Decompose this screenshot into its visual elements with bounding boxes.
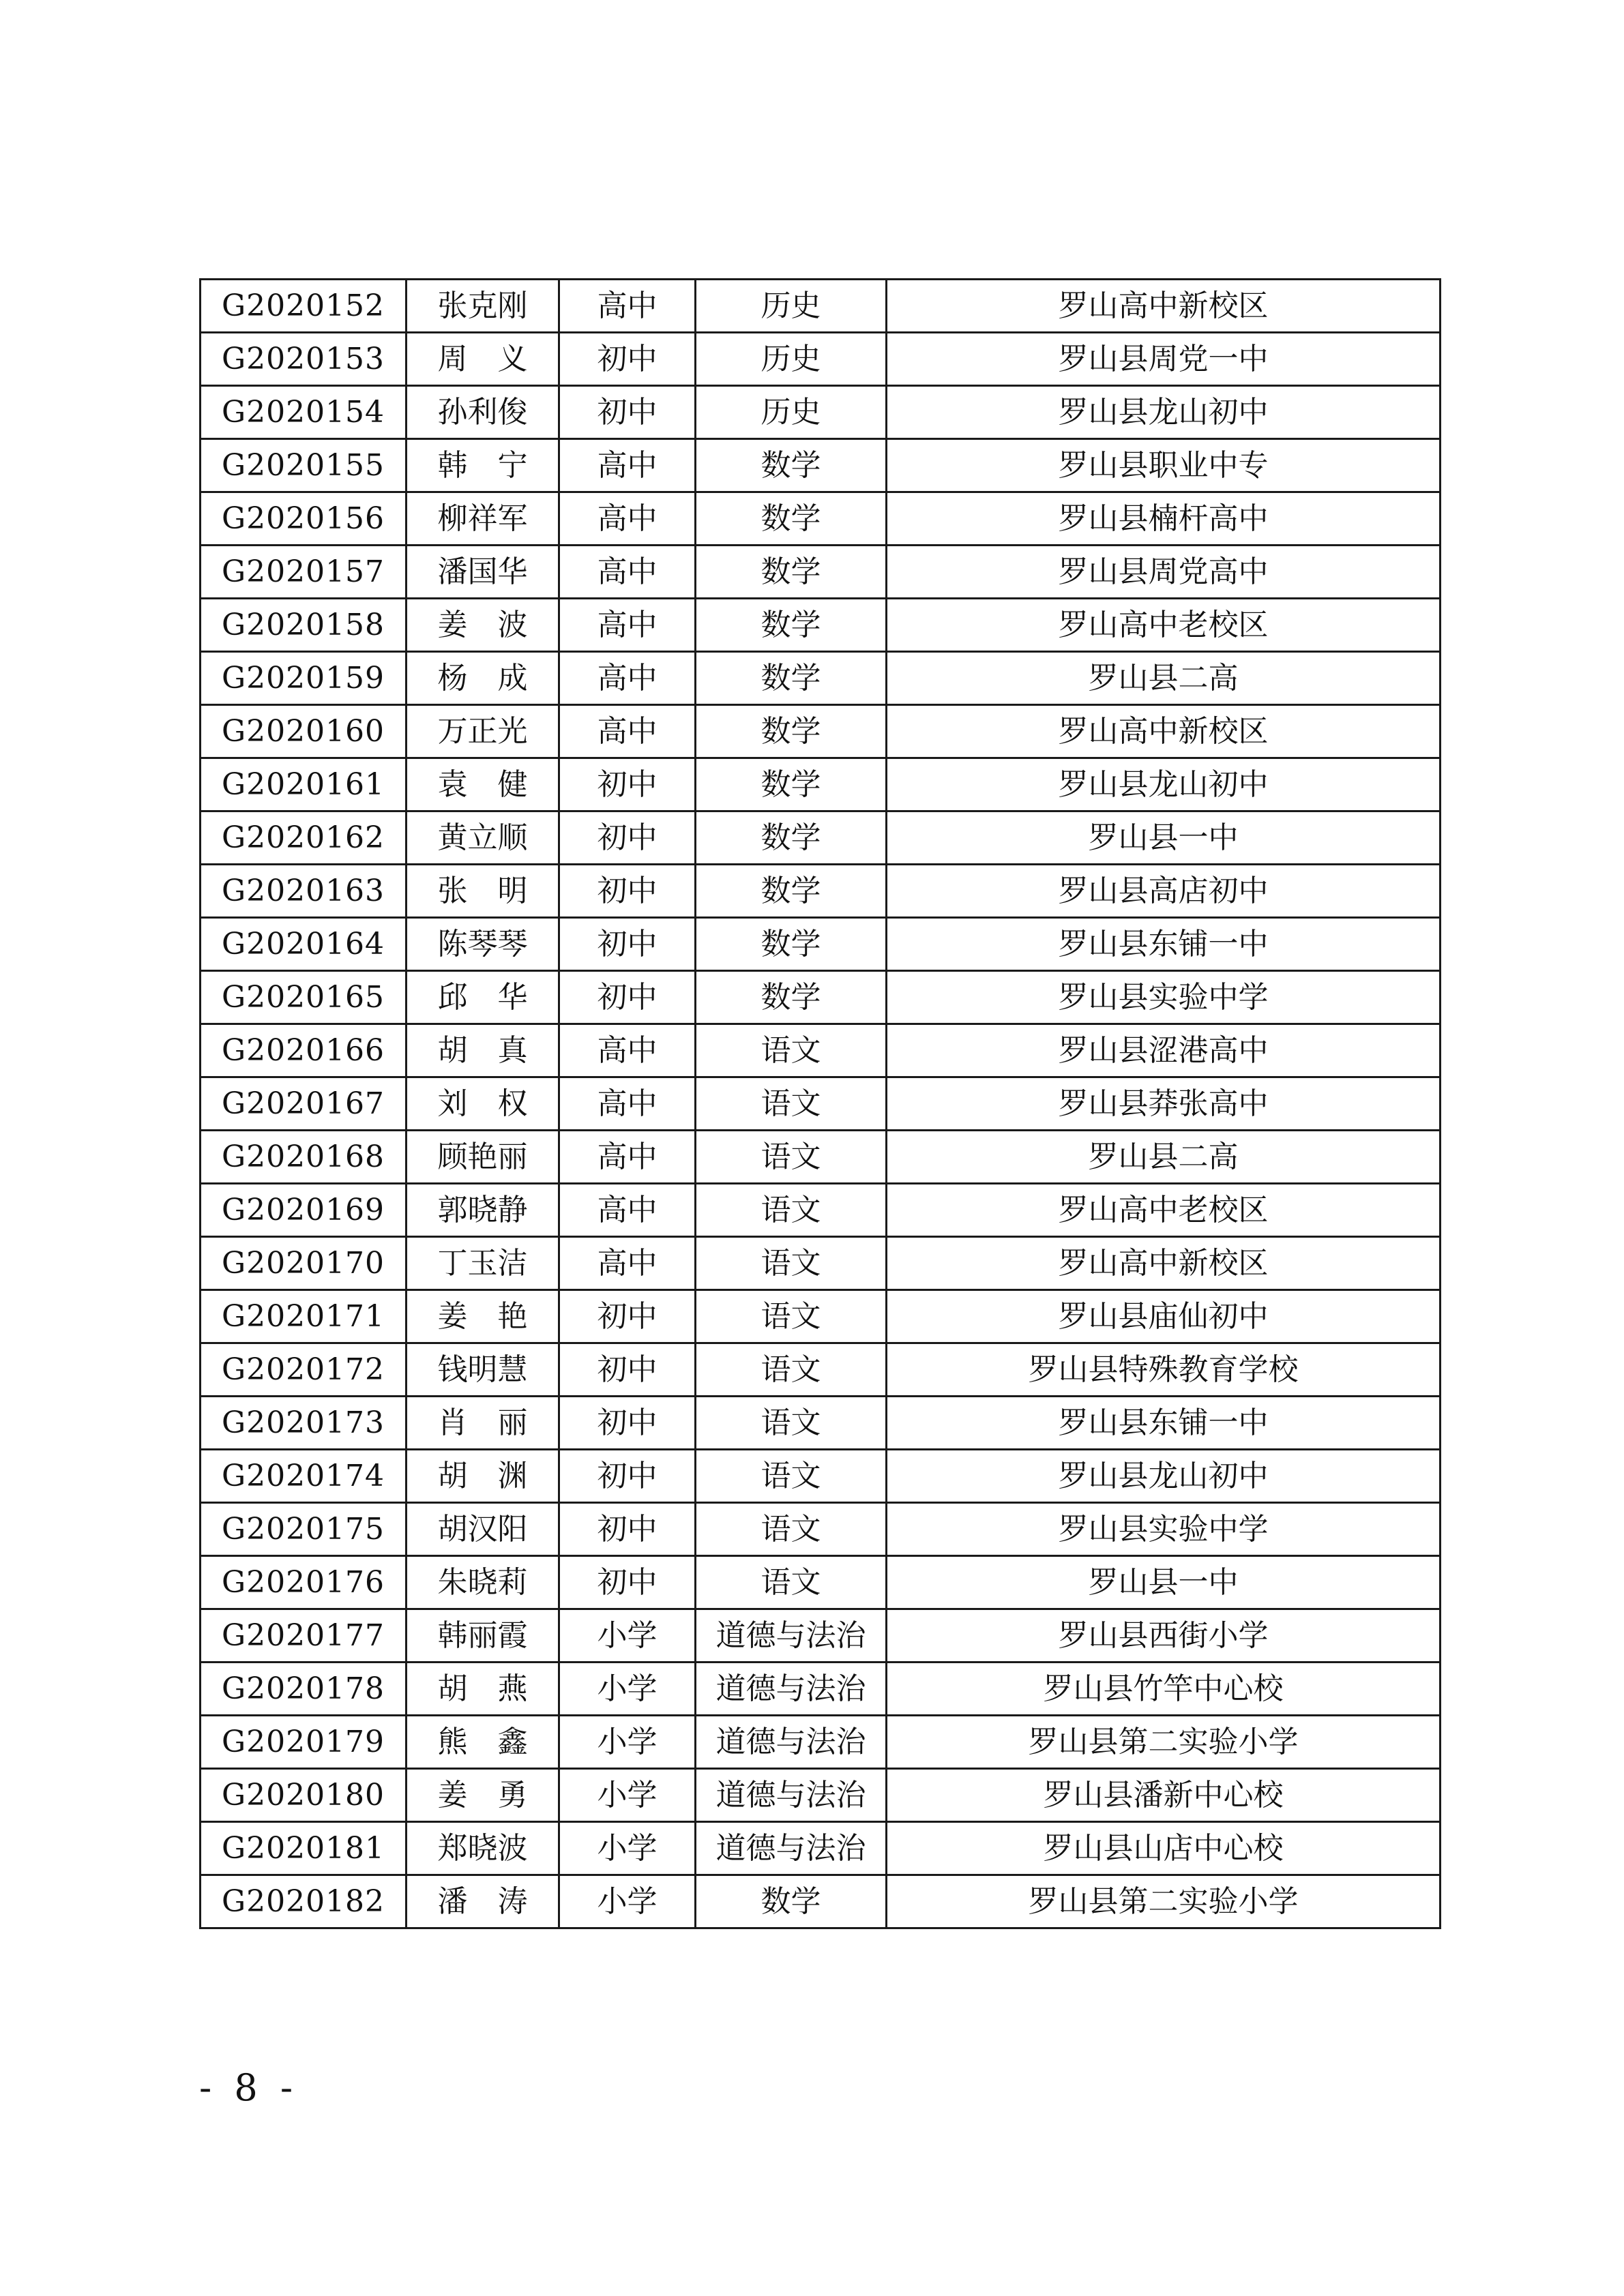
cell-subject: 道德与法治 xyxy=(696,1822,887,1875)
cell-name: 韩丽霞 xyxy=(407,1609,559,1663)
table-row xyxy=(201,280,1441,333)
cell-school: 罗山县庙仙初中 xyxy=(887,1290,1441,1343)
cell-subject: 数学 xyxy=(696,918,887,971)
cell-school: 罗山县楠杆高中 xyxy=(887,492,1441,546)
table-row xyxy=(201,865,1441,918)
cell-id: G2020154 xyxy=(201,386,407,439)
cell-id: G2020165 xyxy=(201,971,407,1024)
cell-id: G2020162 xyxy=(201,811,407,865)
cell-level: 高中 xyxy=(559,1024,696,1077)
table-row xyxy=(201,705,1441,758)
cell-level: 初中 xyxy=(559,333,696,386)
cell-name: 胡 真 xyxy=(407,1024,559,1077)
cell-name: 姜 艳 xyxy=(407,1290,559,1343)
table-row xyxy=(201,1077,1441,1131)
cell-subject: 语文 xyxy=(696,1397,887,1450)
cell-id: G2020177 xyxy=(201,1609,407,1663)
cell-subject: 数学 xyxy=(696,705,887,758)
roster-table xyxy=(199,278,1441,1929)
cell-school: 罗山县西街小学 xyxy=(887,1609,1441,1663)
cell-name: 杨 成 xyxy=(407,652,559,705)
cell-id: G2020160 xyxy=(201,705,407,758)
cell-name: 柳祥军 xyxy=(407,492,559,546)
cell-subject: 语文 xyxy=(696,1450,887,1503)
cell-name: 丁玉洁 xyxy=(407,1237,559,1290)
cell-school: 罗山县竹竿中心校 xyxy=(887,1663,1441,1716)
cell-level: 初中 xyxy=(559,1556,696,1609)
table-row xyxy=(201,758,1441,811)
cell-school: 罗山县二高 xyxy=(887,652,1441,705)
cell-subject: 数学 xyxy=(696,865,887,918)
cell-id: G2020153 xyxy=(201,333,407,386)
cell-school: 罗山县特殊教育学校 xyxy=(887,1343,1441,1397)
cell-id: G2020163 xyxy=(201,865,407,918)
cell-school: 罗山县龙山初中 xyxy=(887,1450,1441,1503)
table-row xyxy=(201,1184,1441,1237)
table-row xyxy=(201,1503,1441,1556)
cell-name: 姜 勇 xyxy=(407,1769,559,1822)
cell-name: 陈琴琴 xyxy=(407,918,559,971)
table-row xyxy=(201,1609,1441,1663)
table-row xyxy=(201,333,1441,386)
cell-subject: 道德与法治 xyxy=(696,1663,887,1716)
cell-school: 罗山县二高 xyxy=(887,1131,1441,1184)
cell-subject: 语文 xyxy=(696,1131,887,1184)
cell-level: 高中 xyxy=(559,1131,696,1184)
cell-subject: 数学 xyxy=(696,439,887,492)
cell-name: 熊 鑫 xyxy=(407,1716,559,1769)
table-row xyxy=(201,1822,1441,1875)
table-row xyxy=(201,1397,1441,1450)
cell-school: 罗山县第二实验小学 xyxy=(887,1875,1441,1928)
cell-subject: 数学 xyxy=(696,492,887,546)
cell-name: 万正光 xyxy=(407,705,559,758)
table-row xyxy=(201,1663,1441,1716)
cell-level: 初中 xyxy=(559,1503,696,1556)
cell-subject: 数学 xyxy=(696,599,887,652)
cell-school: 罗山高中老校区 xyxy=(887,1184,1441,1237)
table-row xyxy=(201,918,1441,971)
cell-name: 潘国华 xyxy=(407,546,559,599)
cell-level: 高中 xyxy=(559,280,696,333)
cell-school: 罗山县一中 xyxy=(887,811,1441,865)
cell-level: 初中 xyxy=(559,1290,696,1343)
cell-school: 罗山高中新校区 xyxy=(887,280,1441,333)
cell-level: 初中 xyxy=(559,1343,696,1397)
cell-id: G2020158 xyxy=(201,599,407,652)
cell-level: 高中 xyxy=(559,652,696,705)
cell-id: G2020155 xyxy=(201,439,407,492)
cell-id: G2020152 xyxy=(201,280,407,333)
cell-level: 小学 xyxy=(559,1875,696,1928)
cell-subject: 语文 xyxy=(696,1077,887,1131)
table-row xyxy=(201,599,1441,652)
cell-name: 周 义 xyxy=(407,333,559,386)
table-row xyxy=(201,1237,1441,1290)
cell-subject: 历史 xyxy=(696,280,887,333)
table-row xyxy=(201,1716,1441,1769)
cell-subject: 语文 xyxy=(696,1343,887,1397)
cell-name: 张 明 xyxy=(407,865,559,918)
cell-level: 高中 xyxy=(559,705,696,758)
cell-subject: 语文 xyxy=(696,1237,887,1290)
cell-school: 罗山县东铺一中 xyxy=(887,1397,1441,1450)
cell-subject: 数学 xyxy=(696,971,887,1024)
cell-id: G2020174 xyxy=(201,1450,407,1503)
cell-level: 初中 xyxy=(559,1450,696,1503)
cell-school: 罗山县莽张高中 xyxy=(887,1077,1441,1131)
cell-name: 钱明慧 xyxy=(407,1343,559,1397)
table-row xyxy=(201,811,1441,865)
table-row xyxy=(201,1769,1441,1822)
cell-level: 小学 xyxy=(559,1663,696,1716)
cell-id: G2020157 xyxy=(201,546,407,599)
cell-subject: 语文 xyxy=(696,1556,887,1609)
cell-name: 胡 渊 xyxy=(407,1450,559,1503)
table-row xyxy=(201,1131,1441,1184)
cell-id: G2020170 xyxy=(201,1237,407,1290)
cell-name: 邱 华 xyxy=(407,971,559,1024)
cell-subject: 历史 xyxy=(696,333,887,386)
page-number: - 8 - xyxy=(199,2066,299,2109)
cell-subject: 数学 xyxy=(696,1875,887,1928)
cell-level: 高中 xyxy=(559,1184,696,1237)
table-row xyxy=(201,386,1441,439)
cell-name: 朱晓莉 xyxy=(407,1556,559,1609)
cell-subject: 数学 xyxy=(696,652,887,705)
cell-subject: 道德与法治 xyxy=(696,1769,887,1822)
cell-id: G2020181 xyxy=(201,1822,407,1875)
cell-school: 罗山县高店初中 xyxy=(887,865,1441,918)
roster-sheet xyxy=(199,278,1439,1929)
table-row xyxy=(201,1450,1441,1503)
table-row xyxy=(201,546,1441,599)
cell-level: 高中 xyxy=(559,599,696,652)
cell-level: 小学 xyxy=(559,1822,696,1875)
cell-id: G2020159 xyxy=(201,652,407,705)
table-row xyxy=(201,1343,1441,1397)
cell-school: 罗山高中老校区 xyxy=(887,599,1441,652)
cell-level: 初中 xyxy=(559,865,696,918)
table-row xyxy=(201,1024,1441,1077)
cell-id: G2020164 xyxy=(201,918,407,971)
cell-name: 潘 涛 xyxy=(407,1875,559,1928)
cell-id: G2020168 xyxy=(201,1131,407,1184)
cell-level: 初中 xyxy=(559,918,696,971)
cell-id: G2020178 xyxy=(201,1663,407,1716)
cell-name: 孙利俊 xyxy=(407,386,559,439)
cell-name: 姜 波 xyxy=(407,599,559,652)
cell-school: 罗山县实验中学 xyxy=(887,971,1441,1024)
cell-subject: 数学 xyxy=(696,758,887,811)
cell-id: G2020176 xyxy=(201,1556,407,1609)
cell-level: 高中 xyxy=(559,1237,696,1290)
cell-name: 韩 宁 xyxy=(407,439,559,492)
cell-name: 胡 燕 xyxy=(407,1663,559,1716)
cell-school: 罗山高中新校区 xyxy=(887,705,1441,758)
cell-id: G2020180 xyxy=(201,1769,407,1822)
cell-name: 胡汉阳 xyxy=(407,1503,559,1556)
cell-school: 罗山县实验中学 xyxy=(887,1503,1441,1556)
cell-level: 高中 xyxy=(559,546,696,599)
cell-subject: 数学 xyxy=(696,546,887,599)
cell-school: 罗山县第二实验小学 xyxy=(887,1716,1441,1769)
cell-subject: 语文 xyxy=(696,1184,887,1237)
cell-subject: 语文 xyxy=(696,1024,887,1077)
cell-school: 罗山县山店中心校 xyxy=(887,1822,1441,1875)
cell-school: 罗山县一中 xyxy=(887,1556,1441,1609)
cell-id: G2020156 xyxy=(201,492,407,546)
cell-id: G2020175 xyxy=(201,1503,407,1556)
roster-table-body xyxy=(201,280,1441,1928)
cell-subject: 道德与法治 xyxy=(696,1716,887,1769)
table-row xyxy=(201,1875,1441,1928)
cell-level: 初中 xyxy=(559,386,696,439)
cell-level: 初中 xyxy=(559,758,696,811)
cell-subject: 语文 xyxy=(696,1503,887,1556)
cell-id: G2020173 xyxy=(201,1397,407,1450)
table-row xyxy=(201,1290,1441,1343)
cell-subject: 历史 xyxy=(696,386,887,439)
cell-level: 小学 xyxy=(559,1609,696,1663)
table-row xyxy=(201,1556,1441,1609)
cell-level: 小学 xyxy=(559,1769,696,1822)
cell-id: G2020161 xyxy=(201,758,407,811)
cell-name: 袁 健 xyxy=(407,758,559,811)
cell-school: 罗山县周党高中 xyxy=(887,546,1441,599)
table-row xyxy=(201,971,1441,1024)
cell-school: 罗山县龙山初中 xyxy=(887,386,1441,439)
cell-subject: 道德与法治 xyxy=(696,1609,887,1663)
cell-subject: 语文 xyxy=(696,1290,887,1343)
table-row xyxy=(201,652,1441,705)
cell-id: G2020169 xyxy=(201,1184,407,1237)
cell-name: 郭晓静 xyxy=(407,1184,559,1237)
cell-id: G2020166 xyxy=(201,1024,407,1077)
cell-school: 罗山县涩港高中 xyxy=(887,1024,1441,1077)
cell-level: 小学 xyxy=(559,1716,696,1769)
cell-level: 初中 xyxy=(559,971,696,1024)
cell-id: G2020167 xyxy=(201,1077,407,1131)
cell-level: 高中 xyxy=(559,492,696,546)
cell-name: 黄立顺 xyxy=(407,811,559,865)
cell-school: 罗山县潘新中心校 xyxy=(887,1769,1441,1822)
cell-id: G2020171 xyxy=(201,1290,407,1343)
cell-school: 罗山县周党一中 xyxy=(887,333,1441,386)
cell-id: G2020172 xyxy=(201,1343,407,1397)
table-row xyxy=(201,492,1441,546)
cell-name: 刘 权 xyxy=(407,1077,559,1131)
cell-school: 罗山高中新校区 xyxy=(887,1237,1441,1290)
cell-school: 罗山县龙山初中 xyxy=(887,758,1441,811)
cell-name: 顾艳丽 xyxy=(407,1131,559,1184)
cell-school: 罗山县职业中专 xyxy=(887,439,1441,492)
cell-school: 罗山县东铺一中 xyxy=(887,918,1441,971)
cell-level: 高中 xyxy=(559,1077,696,1131)
cell-level: 初中 xyxy=(559,1397,696,1450)
cell-level: 初中 xyxy=(559,811,696,865)
table-row xyxy=(201,439,1441,492)
cell-level: 高中 xyxy=(559,439,696,492)
cell-name: 张克刚 xyxy=(407,280,559,333)
cell-id: G2020179 xyxy=(201,1716,407,1769)
cell-subject: 数学 xyxy=(696,811,887,865)
cell-name: 郑晓波 xyxy=(407,1822,559,1875)
cell-name: 肖 丽 xyxy=(407,1397,559,1450)
cell-id: G2020182 xyxy=(201,1875,407,1928)
